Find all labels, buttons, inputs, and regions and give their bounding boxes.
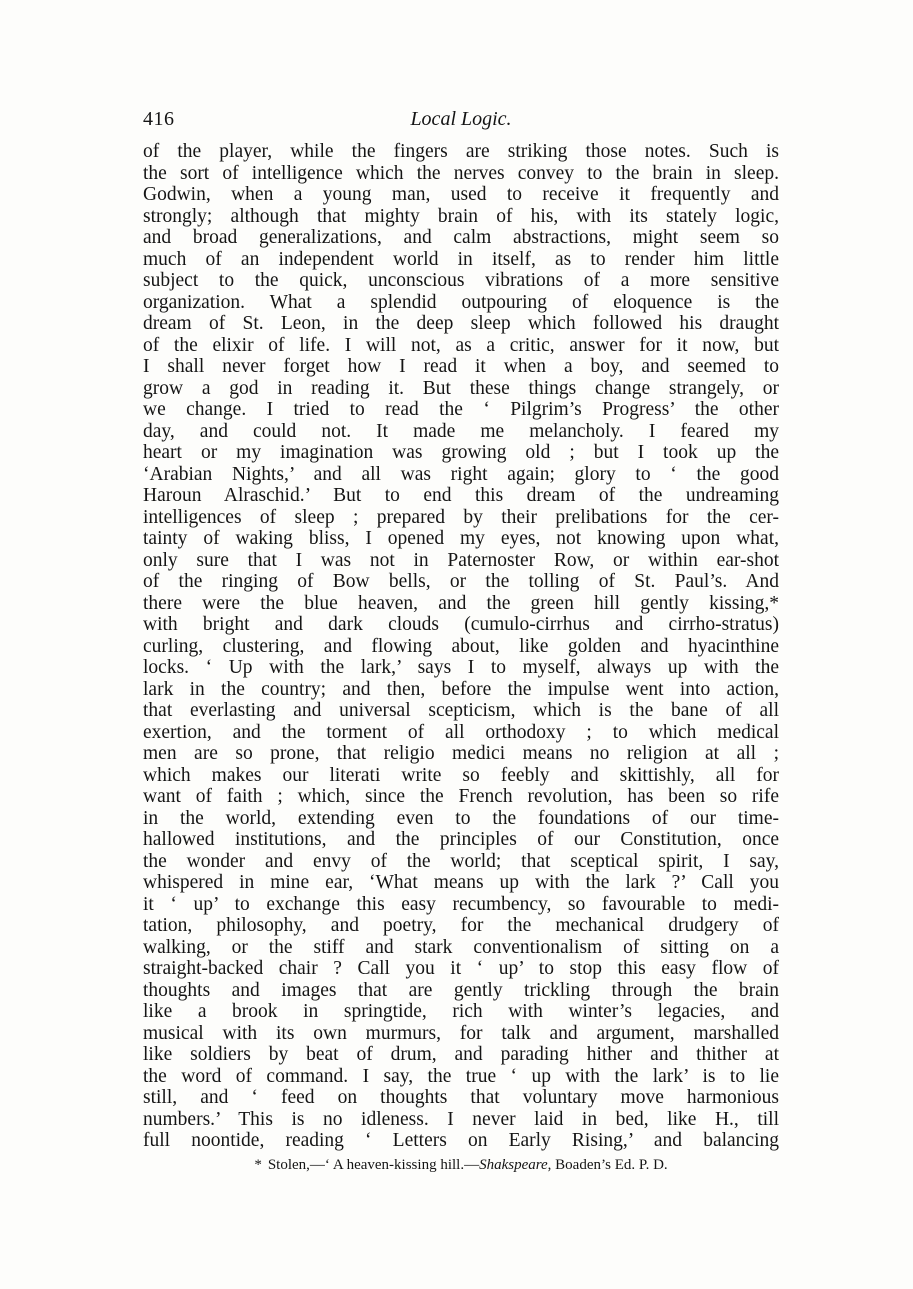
text-line: whispered in mine ear, ‘What means up with the lark ?’ Call you bbox=[143, 872, 779, 893]
text-line: in the world, extending even to the foundations of our time- bbox=[143, 807, 779, 829]
text-line: heart or my imagination was growing old ; but I took up the bbox=[143, 442, 779, 463]
footnote-source: Shakspeare bbox=[479, 1157, 548, 1173]
text-line: that everlasting and universal scepticism, which is the bane of all bbox=[143, 700, 779, 721]
text-line: organization. What a splendid outpouring of eloquence is the bbox=[143, 291, 779, 313]
text-line: it ‘ up’ to exchange this easy recumbency, so favourable to medi- bbox=[143, 893, 779, 915]
text-line: want of faith ; which, since the French revolution, has been so rife bbox=[143, 786, 779, 807]
text-line: of the player, while the fingers are striking those notes. Such is bbox=[143, 141, 779, 162]
text-line: intelligences of sleep ; prepared by their prelibations for the cer- bbox=[143, 506, 779, 528]
text-line: we change. I tried to read the ‘ Pilgrim’s Progress’ the other bbox=[143, 399, 779, 420]
text-line: which makes our literati write so feebly and skittishly, all for bbox=[143, 764, 779, 786]
text-line: of the elixir of life. I will not, as a critic, answer for it now, but bbox=[143, 334, 779, 356]
footnote-text-after: , Boaden’s Ed. P. D. bbox=[547, 1157, 668, 1173]
text-line: of the ringing of Bow bells, or the tolling of St. Paul’s. And bbox=[143, 571, 779, 592]
text-line: walking, or the stiff and stark conventionalism of sitting on a bbox=[143, 936, 779, 958]
text-line: and broad generalizations, and calm abstractions, might seem so bbox=[143, 227, 779, 248]
text-line: grow a god in reading it. But these things change strangely, or bbox=[143, 377, 779, 399]
text-line: only sure that I was not in Paternoster Row, or within ear-shot bbox=[143, 549, 779, 571]
footnote-marker: * bbox=[254, 1157, 262, 1173]
footnote-text-before: Stolen,—‘ A heaven-kissing hill.— bbox=[267, 1157, 480, 1173]
text-line: hallowed institutions, and the principles of our Constitution, once bbox=[143, 829, 779, 850]
footnote bbox=[143, 1157, 779, 1174]
text-line: dream of St. Leon, in the deep sleep which followed his draught bbox=[143, 313, 779, 334]
text-line: subject to the quick, unconscious vibrations of a more sensitive bbox=[143, 270, 779, 291]
text-line: curling, clustering, and flowing about, like golden and hyacinthine bbox=[143, 635, 779, 657]
page-header bbox=[143, 108, 779, 134]
text-line: lark in the country; and then, before the impulse went into action, bbox=[143, 678, 779, 700]
text-line: I shall never forget how I read it when a boy, and seemed to bbox=[143, 356, 779, 377]
text-line: ‘Arabian Nights,’ and all was right again; glory to ‘ the good bbox=[143, 463, 779, 485]
text-line: exertion, and the torment of all orthodoxy ; to which medical bbox=[143, 721, 779, 743]
text-line: the sort of intelligence which the nerves convey to the brain in sleep. bbox=[143, 162, 779, 184]
text-line: locks. ‘ Up with the lark,’ says I to myself, always up with the bbox=[143, 657, 779, 678]
text-line: the wonder and envy of the world; that sceptical spirit, I say, bbox=[143, 850, 779, 872]
text-line: Godwin, when a young man, used to receive it frequently and bbox=[143, 184, 779, 205]
page-number: 416 bbox=[143, 108, 175, 130]
text-line: day, and could not. It made me melancholy. I feared my bbox=[143, 420, 779, 442]
text-line: straight-backed chair ? Call you it ‘ up’ to stop this easy flow of bbox=[143, 958, 779, 979]
text-line: full noontide, reading ‘ Letters on Early Rising,’ and balancing bbox=[143, 1130, 779, 1151]
text-line: men are so prone, that religio medici means no religion at all ; bbox=[143, 743, 779, 764]
running-title: Local Logic. bbox=[410, 108, 512, 130]
text-line: musical with its own murmurs, for talk and argument, marshalled bbox=[143, 1022, 779, 1044]
text-line: still, and ‘ feed on thoughts that voluntary move harmonious bbox=[143, 1087, 779, 1108]
text-line: tation, philosophy, and poetry, for the mechanical drudgery of bbox=[143, 915, 779, 936]
text-line: much of an independent world in itself, as to render him little bbox=[143, 248, 779, 270]
text-line: tainty of waking bliss, I opened my eyes, not knowing upon what, bbox=[143, 528, 779, 549]
text-line: the word of command. I say, the true ‘ up with the lark’ is to lie bbox=[143, 1065, 779, 1087]
text-line: strongly; although that mighty brain of his, with its stately logic, bbox=[143, 205, 779, 227]
text-line: Haroun Alraschid.’ But to end this dream of the undreaming bbox=[143, 485, 779, 506]
text-line: like a brook in springtide, rich with winter’s legacies, and bbox=[143, 1001, 779, 1022]
text-line: with bright and dark clouds (cumulo-cirrhus and cirrho-stratus) bbox=[143, 614, 779, 635]
body-text bbox=[143, 141, 779, 1152]
text-line: there were the blue heaven, and the green hill gently kissing,* bbox=[143, 592, 779, 614]
text-line: thoughts and images that are gently trickling through the brain bbox=[143, 979, 779, 1001]
text-line: numbers.’ This is no idleness. I never laid in bed, like H., till bbox=[143, 1108, 779, 1130]
text-line: like soldiers by beat of drum, and parading hither and thither at bbox=[143, 1044, 779, 1065]
